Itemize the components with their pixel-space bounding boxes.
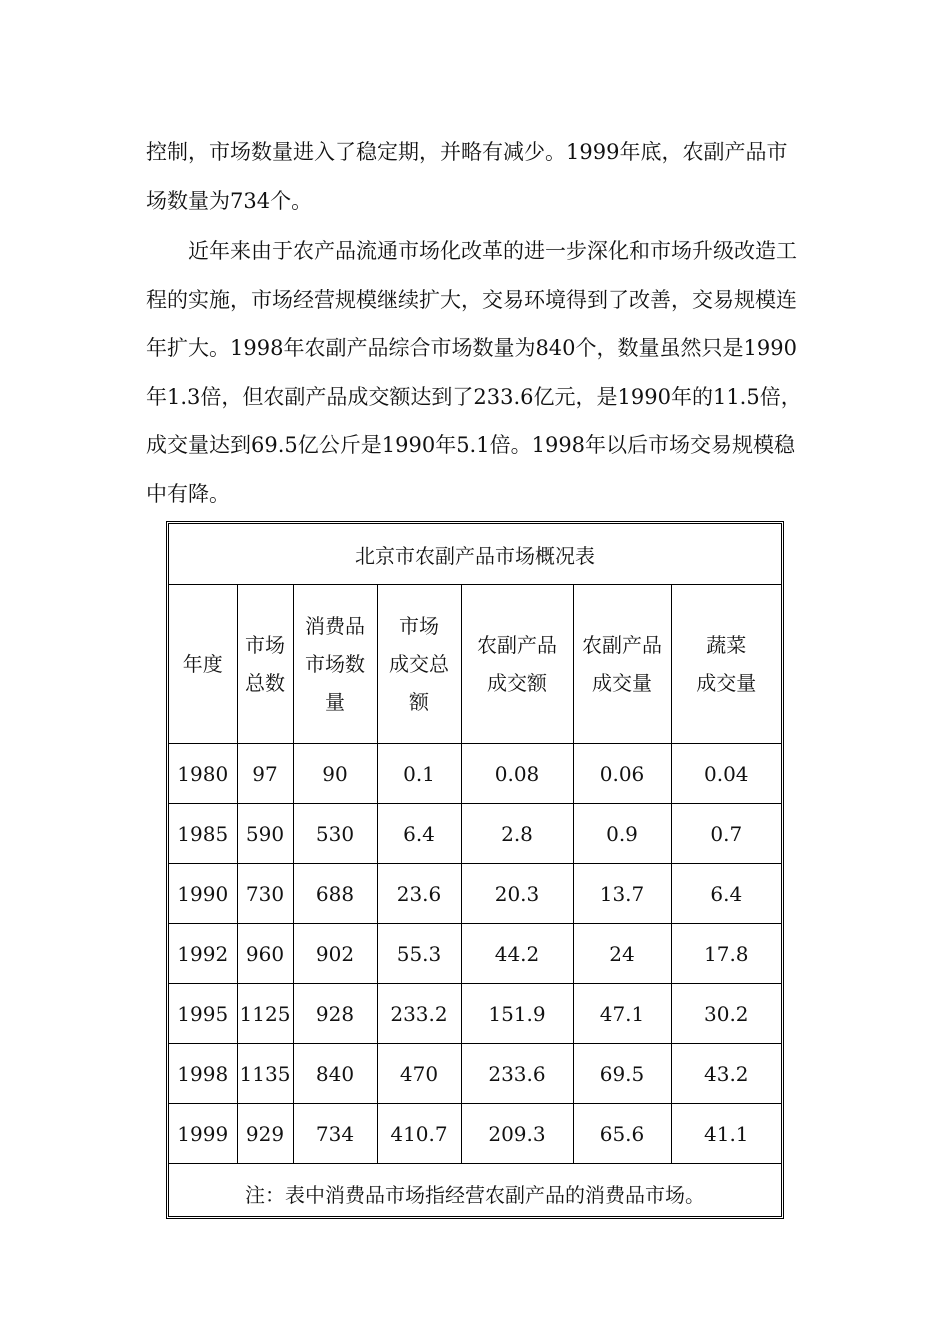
table-cell: 6.4 (377, 804, 461, 864)
table-cell: 97 (237, 744, 293, 804)
table-cell: 30.2 (671, 984, 781, 1044)
table-cell: 0.06 (573, 744, 671, 804)
table-cell: 233.2 (377, 984, 461, 1044)
table-cell: 23.6 (377, 864, 461, 924)
column-header-line: 农副产品 (582, 633, 662, 657)
market-table-frame (166, 521, 784, 1219)
table-cell: 2.8 (461, 804, 573, 864)
table-row (169, 864, 781, 924)
table-cell: 1995 (169, 984, 237, 1044)
column-header (377, 585, 461, 744)
table-caption-row (169, 524, 781, 585)
column-header-line: 市场 (399, 614, 439, 638)
table-cell: 1980 (169, 744, 237, 804)
table-cell: 43.2 (671, 1044, 781, 1104)
paragraph-2: 近年来由于农产品流通市场化改革的进一步深化和市场升级改造工程的实施，市场经营规模继续扩大，交易环境得到了改善，交易规模连年扩大。1998年农副产品综合市场数量为840个，数量虽然只是1990年1.3倍，但农副产品成交额达到了233.6亿元，是1990年的11.5倍，成交量达到69.5亿公斤是1990年5.1倍。1998年以后市场交易规模稳中有降。 (146, 239, 802, 506)
table-cell: 233.6 (461, 1044, 573, 1104)
table-row (169, 1104, 781, 1164)
column-header-line: 市场 (245, 633, 285, 657)
table-cell: 734 (293, 1104, 377, 1164)
table-cell: 1985 (169, 804, 237, 864)
table-cell: 151.9 (461, 984, 573, 1044)
column-header-line: 成交额 (487, 671, 547, 695)
table-cell: 1135 (237, 1044, 293, 1104)
table-cell: 6.4 (671, 864, 781, 924)
column-header (461, 585, 573, 744)
table-cell: 1998 (169, 1044, 237, 1104)
market-table (169, 524, 781, 1222)
table-row (169, 804, 781, 864)
column-header-line: 农副产品 (477, 633, 557, 657)
table-cell: 1992 (169, 924, 237, 984)
table-cell: 688 (293, 864, 377, 924)
column-header-line: 量 (325, 690, 345, 714)
column-header (293, 585, 377, 744)
column-header-line: 额 (409, 690, 429, 714)
table-row (169, 984, 781, 1044)
table-cell: 90 (293, 744, 377, 804)
table-cell: 1999 (169, 1104, 237, 1164)
table-cell: 0.7 (671, 804, 781, 864)
column-header-line: 市场数 (305, 652, 365, 676)
table-note: 注：表中消费品市场指经营农副产品的消费品市场。 (169, 1164, 781, 1223)
table-cell: 902 (293, 924, 377, 984)
table-title: 北京市农副产品市场概况表 (169, 524, 781, 585)
table-cell: 960 (237, 924, 293, 984)
table-cell: 55.3 (377, 924, 461, 984)
table-cell: 730 (237, 864, 293, 924)
table-cell: 209.3 (461, 1104, 573, 1164)
table-cell: 24 (573, 924, 671, 984)
table-cell: 0.08 (461, 744, 573, 804)
column-header (671, 585, 781, 744)
table-cell: 1990 (169, 864, 237, 924)
table-cell: 41.1 (671, 1104, 781, 1164)
table-cell: 410.7 (377, 1104, 461, 1164)
table-cell: 47.1 (573, 984, 671, 1044)
table-cell: 13.7 (573, 864, 671, 924)
table-cell: 17.8 (671, 924, 781, 984)
table-cell: 69.5 (573, 1044, 671, 1104)
table-cell: 840 (293, 1044, 377, 1104)
paragraph-1: 控制，市场数量进入了稳定期，并略有减少。1999年底，农副产品市场数量为734个。 (146, 140, 788, 213)
column-header-line: 消费品 (305, 614, 365, 638)
column-header (237, 585, 293, 744)
table-cell: 0.1 (377, 744, 461, 804)
column-header-line: 蔬菜 (706, 633, 747, 657)
table-row (169, 1044, 781, 1104)
table-cell: 530 (293, 804, 377, 864)
column-header (169, 585, 237, 744)
table-header-row (169, 585, 781, 744)
table-cell: 928 (293, 984, 377, 1044)
table-cell: 929 (237, 1104, 293, 1164)
table-row (169, 744, 781, 804)
table-note-row (169, 1164, 781, 1223)
column-header-line: 成交量 (592, 671, 652, 695)
table-cell: 20.3 (461, 864, 573, 924)
table-cell: 1125 (237, 984, 293, 1044)
column-header-line: 总数 (245, 671, 285, 695)
column-header-line: 成交总 (389, 652, 449, 676)
table-cell: 0.9 (573, 804, 671, 864)
table-cell: 44.2 (461, 924, 573, 984)
column-header-line: 成交量 (696, 671, 757, 695)
column-header (573, 585, 671, 744)
column-header-line: 年度 (182, 652, 223, 676)
table-cell: 470 (377, 1044, 461, 1104)
table-cell: 0.04 (671, 744, 781, 804)
table-row (169, 924, 781, 984)
table-cell: 65.6 (573, 1104, 671, 1164)
table-cell: 590 (237, 804, 293, 864)
